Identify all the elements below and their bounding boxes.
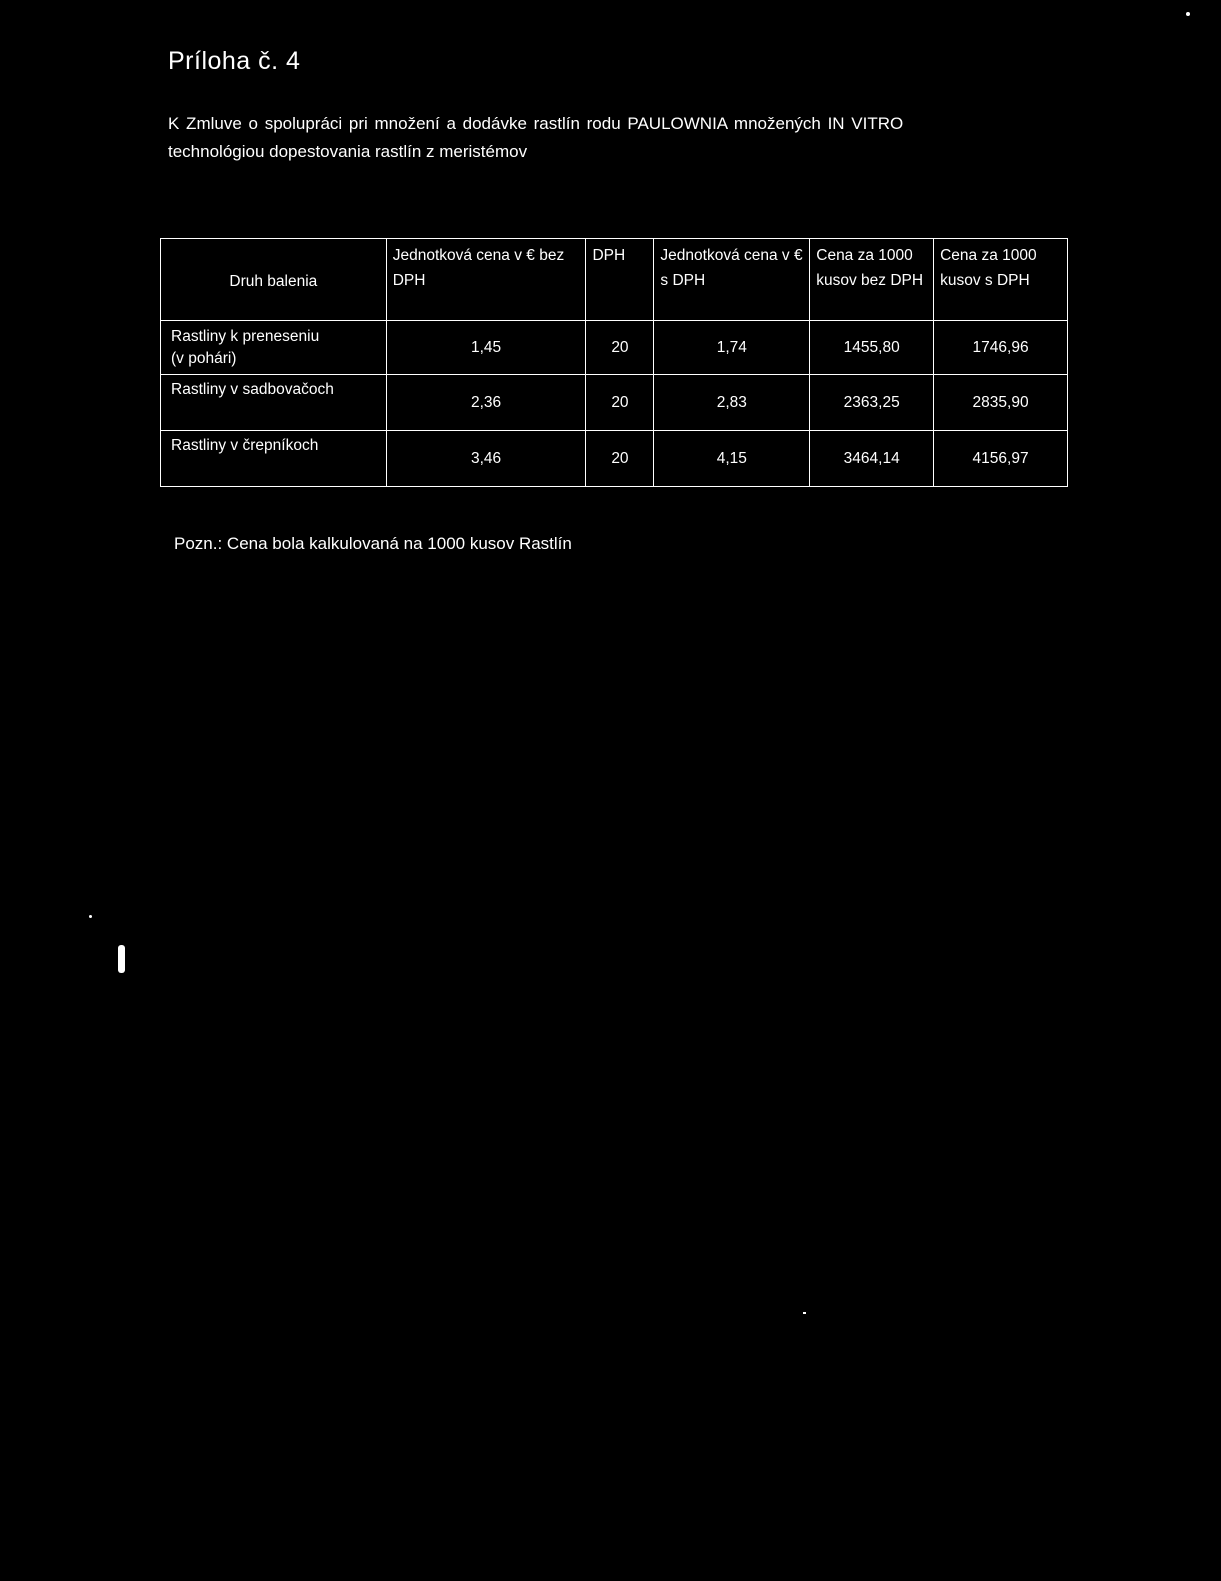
row-name xyxy=(161,321,387,375)
row-price-1000-vat: 1746,96 xyxy=(934,321,1068,375)
scan-speck xyxy=(803,1312,806,1314)
annex-title: Príloha č. 4 xyxy=(168,47,301,75)
row-unit-price: 1,45 xyxy=(386,321,586,375)
scan-speck xyxy=(118,945,125,973)
table-row xyxy=(161,375,1068,431)
row-vat: 20 xyxy=(586,375,654,431)
scan-speck xyxy=(1186,12,1190,16)
row-price-1000: 2363,25 xyxy=(810,375,934,431)
row-name xyxy=(161,375,387,431)
row-name-line-2: (v pohári) xyxy=(171,349,237,367)
row-price-1000: 1455,80 xyxy=(810,321,934,375)
row-unit-price-vat: 2,83 xyxy=(654,375,810,431)
header-unit-price: Jednotková cena v € bez DPH xyxy=(386,239,586,321)
row-name-line-1: Rastliny k preneseniu xyxy=(171,327,320,345)
row-unit-price: 2,36 xyxy=(386,375,586,431)
header-vat: DPH xyxy=(586,239,654,321)
scan-speck xyxy=(89,915,92,918)
intro-line-1: K Zmluve o spolupráci pri množení a dodávke rastlín rodu PAULOWNIA množených IN VITRO xyxy=(168,114,904,133)
row-name-line-1: Rastliny v sadbovačoch xyxy=(171,381,334,398)
row-unit-price-vat: 4,15 xyxy=(654,431,810,487)
table-header-row xyxy=(161,239,1068,321)
table-row xyxy=(161,321,1068,375)
intro-text xyxy=(168,110,1068,166)
intro-line-2: technológiou dopestovania rastlín z meristémov xyxy=(168,142,528,161)
header-druh-balenia: Druh balenia xyxy=(161,239,387,321)
row-name-line-1: Rastliny v črepníkoch xyxy=(171,437,319,454)
row-price-1000: 3464,14 xyxy=(810,431,934,487)
row-price-1000-vat: 2835,90 xyxy=(934,375,1068,431)
row-unit-price: 3,46 xyxy=(386,431,586,487)
header-price-1000: Cena za 1000 kusov bez DPH xyxy=(810,239,934,321)
row-unit-price-vat: 1,74 xyxy=(654,321,810,375)
row-vat: 20 xyxy=(586,321,654,375)
header-price-1000-vat: Cena za 1000 kusov s DPH xyxy=(934,239,1068,321)
price-table xyxy=(160,238,1068,487)
table-row xyxy=(161,431,1068,487)
row-vat: 20 xyxy=(586,431,654,487)
row-name xyxy=(161,431,387,487)
price-note: Pozn.: Cena bola kalkulovaná na 1000 kusov Rastlín xyxy=(174,534,572,553)
header-unit-price-vat: Jednotková cena v € s DPH xyxy=(654,239,810,321)
row-price-1000-vat: 4156,97 xyxy=(934,431,1068,487)
